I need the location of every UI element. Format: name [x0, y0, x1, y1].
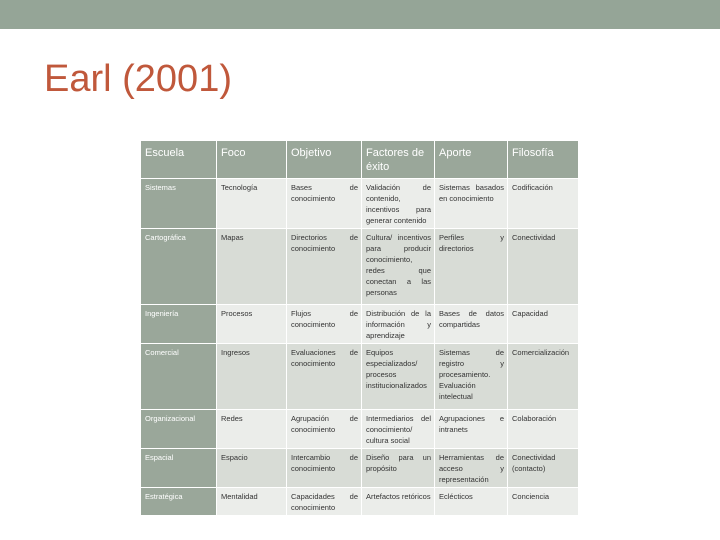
cell-objetivo: Capacidades de conocimiento	[287, 487, 362, 515]
cell-filosofia: Codificación	[508, 178, 579, 228]
table-row	[141, 409, 579, 448]
cell-objetivo: Intercambio de conocimiento	[287, 448, 362, 487]
cell-factores: Equipos especializados/ procesos institucionalizados	[362, 343, 435, 409]
cell-foco: Espacio	[217, 448, 287, 487]
cell-foco: Procesos	[217, 304, 287, 343]
cell-escuela: Organizacional	[141, 409, 217, 448]
table-row	[141, 448, 579, 487]
header-foco: Foco	[217, 141, 287, 179]
table-row	[141, 178, 579, 228]
cell-objetivo: Bases de conocimiento	[287, 178, 362, 228]
cell-escuela: Comercial	[141, 343, 217, 409]
cell-foco: Redes	[217, 409, 287, 448]
cell-factores: Validación de contenido, incentivos para generar contenido	[362, 178, 435, 228]
top-band	[0, 0, 720, 29]
cell-filosofia: Conciencia	[508, 487, 579, 515]
knowledge-schools-table-container	[140, 140, 578, 516]
cell-filosofia: Conectividad	[508, 228, 579, 304]
cell-objetivo: Agrupación de conocimiento	[287, 409, 362, 448]
header-row	[141, 141, 579, 179]
header-factores: Factores de éxito	[362, 141, 435, 179]
cell-aporte: Bases de datos compartidas	[435, 304, 508, 343]
cell-factores: Artefactos retóricos	[362, 487, 435, 515]
cell-filosofia: Colaboración	[508, 409, 579, 448]
cell-escuela: Estratégica	[141, 487, 217, 515]
cell-aporte: Sistemas basados en conocimiento	[435, 178, 508, 228]
cell-foco: Mapas	[217, 228, 287, 304]
cell-factores: Intermediarios del conocimiento/ cultura social	[362, 409, 435, 448]
cell-filosofia: Comercialización	[508, 343, 579, 409]
header-filosofia: Filosofía	[508, 141, 579, 179]
cell-escuela: Cartográfica	[141, 228, 217, 304]
cell-escuela: Ingeniería	[141, 304, 217, 343]
cell-objetivo: Flujos de conocimiento	[287, 304, 362, 343]
cell-aporte: Sistemas de registro y procesamiento. Evaluación intelectual	[435, 343, 508, 409]
cell-aporte: Agrupaciones e intranets	[435, 409, 508, 448]
cell-objetivo: Evaluaciones de conocimiento	[287, 343, 362, 409]
cell-foco: Ingresos	[217, 343, 287, 409]
table-row	[141, 343, 579, 409]
cell-aporte: Perfiles y directorios	[435, 228, 508, 304]
cell-aporte: Eclécticos	[435, 487, 508, 515]
cell-foco: Mentalidad	[217, 487, 287, 515]
cell-escuela: Espacial	[141, 448, 217, 487]
header-objetivo: Objetivo	[287, 141, 362, 179]
table-row	[141, 304, 579, 343]
cell-factores: Distribución de la información y aprendizaje	[362, 304, 435, 343]
table-row	[141, 228, 579, 304]
cell-factores: Cultura/ incentivos para producir conocimiento, redes que conectan a las personas	[362, 228, 435, 304]
cell-filosofia: Capacidad	[508, 304, 579, 343]
cell-factores: Diseño para un propósito	[362, 448, 435, 487]
cell-escuela: Sistemas	[141, 178, 217, 228]
header-escuela: Escuela	[141, 141, 217, 179]
table-row	[141, 487, 579, 515]
cell-objetivo: Directorios de conocimiento	[287, 228, 362, 304]
header-aporte: Aporte	[435, 141, 508, 179]
cell-foco: Tecnología	[217, 178, 287, 228]
cell-aporte: Herramientas de acceso y representación	[435, 448, 508, 487]
slide-title: Earl (2001)	[44, 58, 232, 100]
knowledge-schools-table	[140, 140, 579, 516]
cell-filosofia: Conectividad (contacto)	[508, 448, 579, 487]
